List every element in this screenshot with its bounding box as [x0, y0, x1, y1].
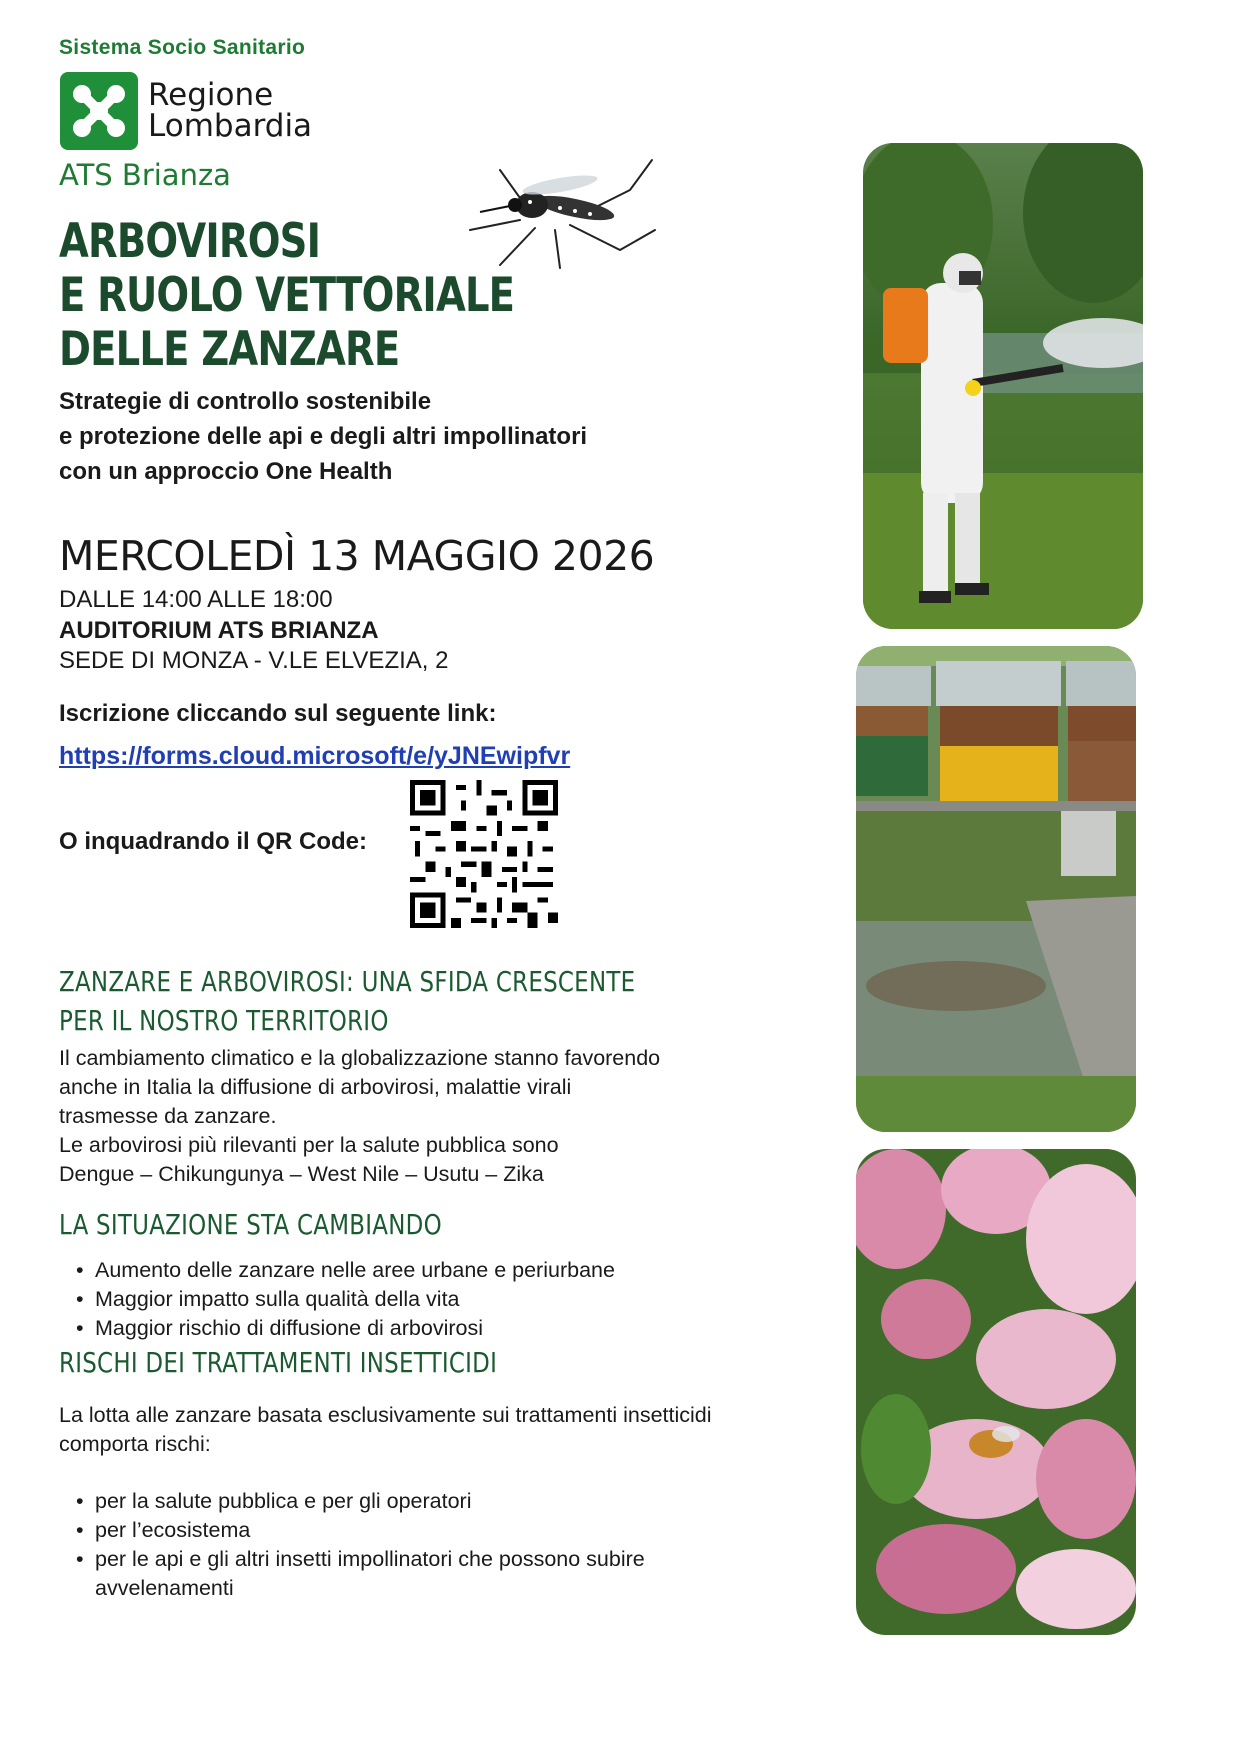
risks-list: [59, 1487, 645, 1603]
event-time: DALLE 14:00 ALLE 18:00: [59, 586, 333, 613]
list-item: • Maggior impatto sulla qualità della vita: [59, 1285, 615, 1314]
list-item: • Maggior rischio di diffusione di arbovirosi: [59, 1314, 615, 1343]
agency-name: ATS Brianza: [59, 158, 231, 192]
event-venue: AUDITORIUM ATS BRIANZA: [59, 617, 379, 644]
region-name: Regione Lombardia: [148, 77, 313, 144]
section-heading-3: RISCHI DEI TRATTAMENTI INSETTICIDI: [59, 1346, 498, 1379]
registration-link[interactable]: https://forms.cloud.microsoft/e/yJNEwipfvr: [59, 742, 571, 770]
list-item: • Aumento delle zanzare nelle aree urbane e periurbane: [59, 1256, 615, 1285]
event-subtitle: Strategie di controllo sostenibile e protezione delle api e degli altri impollinatori con un approccio One Health: [59, 388, 588, 485]
event-address: SEDE DI MONZA - V.LE ELVEZIA, 2: [59, 647, 449, 674]
section-heading-2: LA SITUAZIONE STA CAMBIANDO: [59, 1208, 442, 1241]
qr-code-icon[interactable]: [410, 780, 558, 928]
section-1-text: Il cambiamento climatico e la globalizzazione stanno favorendo anche in Italia la diffusione di arbovirosi, malattie virali trasmesse da zanzare. Le arbovirosi più rilevanti per la salute pubblica sono Dengue – Chikungunya – West Nile – Usutu – Zika: [59, 1046, 661, 1186]
qr-label: O inquadrando il QR Code:: [59, 828, 367, 855]
regione-lombardia-logo-icon: [60, 72, 138, 150]
list-item: • per l’ecosistema: [59, 1516, 645, 1545]
photo-flowers-bee: [856, 1149, 1136, 1635]
photo-spraying-operator: [863, 143, 1143, 629]
section-3-text: La lotta alle zanzare basata esclusivamente sui trattamenti insetticidi comporta rischi:: [59, 1403, 712, 1456]
event-date: MERCOLEDÌ 13 MAGGIO 2026: [59, 532, 655, 580]
photo-beehives: [856, 646, 1136, 1132]
event-title: ARBOVIROSI E RUOLO VETTORIALE DELLE ZANZARE: [59, 214, 515, 377]
situation-list: [59, 1256, 615, 1343]
section-heading-1: ZANZARE E ARBOVIROSI: UNA SFIDA CRESCENTE PER IL NOSTRO TERRITORIO: [59, 965, 636, 1037]
system-label: Sistema Socio Sanitario: [59, 36, 306, 59]
registration-label: Iscrizione cliccando sul seguente link:: [59, 700, 497, 727]
list-item: • per le api e gli altri insetti impollinatori che possono subire avvelenamenti: [59, 1545, 645, 1603]
list-item: • per la salute pubblica e per gli operatori: [59, 1487, 645, 1516]
